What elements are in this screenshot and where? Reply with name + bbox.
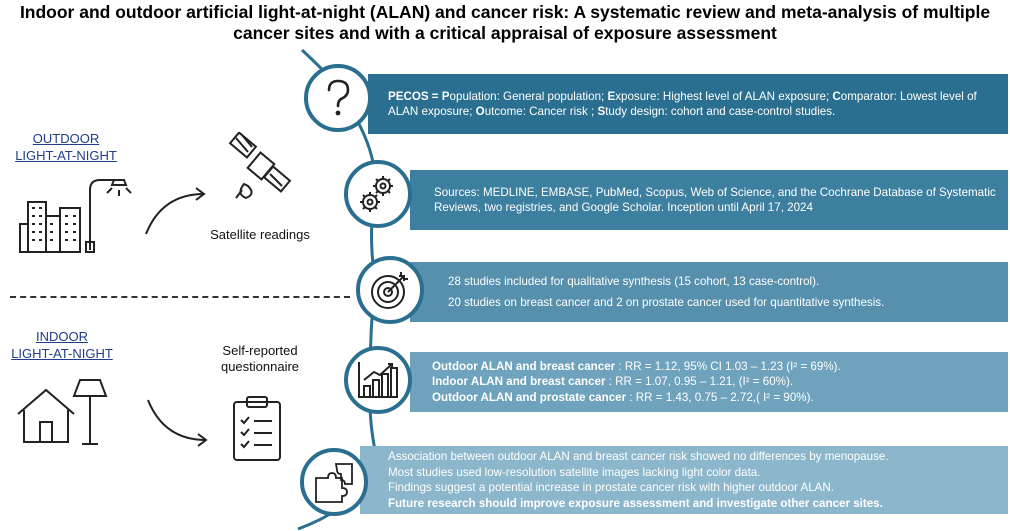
sources-band [410, 170, 1008, 230]
question-icon [320, 78, 356, 118]
conclusion-4: Future research should improve exposure assessment and investigate other cancer sites. [388, 496, 883, 510]
section-divider [10, 296, 350, 298]
floor-lamp-icon [72, 376, 108, 448]
outdoor-label: OUTDOOR LIGHT-AT-NIGHT [15, 131, 117, 163]
pecos-band [368, 74, 1008, 134]
indoor-arrow [144, 396, 214, 448]
outdoor-method: Satellite readings [210, 227, 310, 242]
studies-line-2: 20 studies on breast cancer and 2 on prostate cancer used for quantitative synthesis. [448, 296, 885, 309]
bar-chart-icon [356, 360, 400, 400]
conclusion-3: Findings suggest a potential increase in prostate cancer risk with higher outdoor ALAN. [388, 481, 834, 494]
result-outdoor-prostate: Outdoor ALAN and prostate cancer : RR = 1.43, 0.75 – 2.72,( I² = 90%). [432, 390, 814, 404]
results-band [410, 352, 1008, 412]
target-circle [356, 256, 424, 324]
studies-line-1: 28 studies included for qualitative synthesis (15 cohort, 13 case-control). [448, 274, 820, 288]
title-line-2: cancer sites and with a critical appraisal of exposure assessment [233, 23, 777, 43]
puzzle-icon [312, 460, 356, 504]
street-lamp-icon [84, 176, 142, 254]
sources-text: Sources: MEDLINE, EMBASE, PubMed, Scopus, Web of Science, and the Cochrane Database of Systematic Reviews, two registries, and Google Scholar. Inception until April 17, 2024 [434, 185, 996, 214]
clipboard-icon [230, 394, 284, 464]
conclusions-band [360, 446, 1008, 514]
pecos-text: PECOS = Population: General population; Exposure: Highest level of ALAN exposure; Comparator: Lowest level of ALAN exposure; Outcome: Cancer risk ; Study design: cohort and case-control studies. [388, 89, 977, 118]
bar-chart-circle [344, 346, 412, 414]
conclusion-1: Association between outdoor ALAN and breast cancer risk showed no differences by menopause. [388, 450, 889, 463]
target-icon [368, 268, 412, 312]
title-line-1: Indoor and outdoor artificial light-at-night (ALAN) and cancer risk: A systematic review and meta-analysis of multiple [19, 2, 991, 22]
gears-circle [344, 160, 412, 228]
question-circle [304, 64, 372, 132]
indoor-label: INDOOR LIGHT-AT-NIGHT [11, 329, 113, 361]
indoor-method: Self-reported questionnaire [220, 343, 300, 374]
gears-icon [356, 172, 400, 216]
conclusion-2: Most studies used low-resolution satellite images lacking light color data. [388, 465, 761, 479]
satellite-icon [226, 132, 298, 204]
result-outdoor-breast: Outdoor ALAN and breast cancer : RR = 1.12, 95% CI 1.03 – 1.23 (I² = 69%). [432, 359, 841, 373]
house-icon [14, 386, 78, 446]
buildings-icon [18, 198, 84, 254]
studies-band [410, 262, 1008, 322]
result-indoor-breast: Indoor ALAN and breast cancer : RR = 1.07, 0.95 – 1.21, (I² = 60%). [432, 375, 794, 389]
puzzle-circle [300, 448, 368, 516]
